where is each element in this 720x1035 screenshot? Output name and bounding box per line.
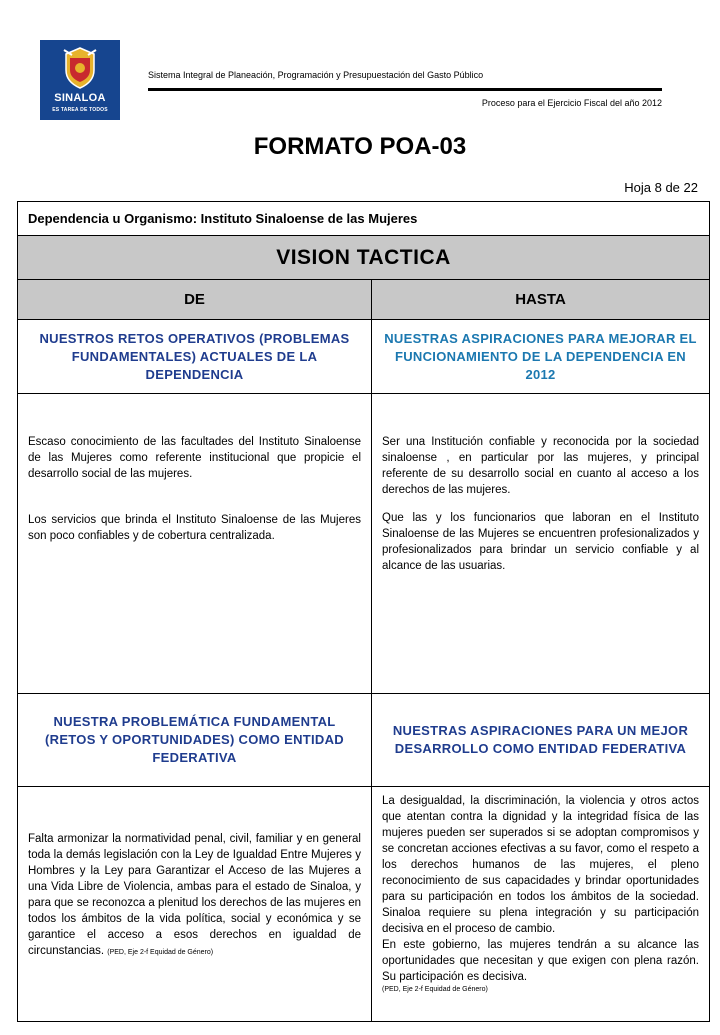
section2-right-body (372, 787, 710, 1022)
section1-left-body (18, 394, 372, 694)
sinaloa-logo (40, 40, 120, 120)
section2-left-paragraph (18, 831, 371, 961)
section1-right-paragraph-2: Que las y los funcionarios que laboran en el Instituto Sinaloense de las Mujeres se encuentren profesionalizados y profesionalizados para brindar un servicio confiable y al alcance de las usuarias. (382, 512, 699, 572)
vision-table (17, 201, 710, 1022)
system-title: Sistema Integral de Planeación, Programación y Presupuestación del Gasto Público (148, 70, 484, 80)
section2-left-text: Falta armonizar la normatividad penal, civil, familiar y en general toda la demás legislación con la Ley de Igualdad Entre Mujeres y Hombres y la Ley para Garantizar el Acceso de las Mujeres a una Vida Libre de Violencia, ambas para el estado de Sinaloa, y para que se reconozca a plenitud los derechos de las mujeres en todos los ámbitos de la vida política, social y económica y se garantice el acceso a esos derechos en igualdad de circunstancias. (28, 833, 361, 957)
section1-right-paragraph-1: Ser una Institución confiable y reconocida por la sociedad sinaloense , en particular por las mujeres, y principal referente de su desarrollo social en cuanto al acceso a los derechos de las mujeres. (382, 436, 699, 496)
section2-right-paragraph-2: En este gobierno, las mujeres tendrán a su alcance las oportunidades que necesitan y que exigen con plena razón. Su participación es decisiva. (382, 939, 699, 983)
header-divider (148, 88, 662, 91)
section2-left-reference: (PED, Eje 2-f Equidad de Género) (107, 949, 214, 956)
column-header-de: DE (18, 280, 372, 320)
logo-tagline: ES TAREA DE TODOS (52, 107, 108, 113)
column-header-hasta: HASTA (372, 280, 710, 320)
section1-left-paragraph-2: Los servicios que brinda el Instituto Sinaloense de las Mujeres son poco confiables y de cobertura centralizada. (28, 514, 361, 542)
section1-right-body (372, 394, 710, 694)
section2-left-body (18, 787, 372, 1022)
coat-of-arms-icon (62, 46, 98, 90)
section1-right-heading: NUESTRAS ASPIRACIONES PARA MEJORAR EL FUNCIONAMIENTO DE LA DEPENDENCIA EN 2012 (372, 320, 710, 394)
logo-name: SINALOA (54, 92, 106, 104)
section2-left-heading: NUESTRA PROBLEMÁTICA FUNDAMENTAL (RETOS Y OPORTUNIDADES) COMO ENTIDAD FEDERATIVA (18, 694, 372, 787)
section2-right-heading: NUESTRAS ASPIRACIONES PARA UN MEJOR DESARROLLO COMO ENTIDAD FEDERATIVA (372, 694, 710, 787)
vision-title: VISION TACTICA (18, 236, 710, 280)
section1-left-paragraph-1: Escaso conocimiento de las facultades del Instituto Sinaloense de las Mujeres como referente institucional que propicie el desarrollo social de las mujeres. (28, 436, 361, 480)
section2-right-paragraph-1: La desigualdad, la discriminación, la violencia y otros actos que atentan contra la dignidad y la integridad física de las mujeres pueden ser superados si se adoptan compromisos y se concretan acciones efectivas a su favor, como el respeto a los derechos humanos de las mujeres, el pleno reconocimiento de sus capacidades y brindar oportunidades para su participación en todos los ámbitos de la sociedad. Sinaloa requiere su plena integración y su participación decisiva en el proceso de cambio. (382, 795, 699, 935)
process-label: Proceso para el Ejercicio Fiscal del año 2012 (481, 98, 662, 108)
form-title: FORMATO POA-03 (253, 133, 467, 160)
sheet-number: Hoja 8 de 22 (624, 180, 698, 195)
dependency-cell: Dependencia u Organismo: Instituto Sinaloense de las Mujeres (18, 202, 710, 236)
section1-left-heading: NUESTROS RETOS OPERATIVOS (PROBLEMAS FUNDAMENTALES) ACTUALES DE LA DEPENDENCIA (18, 320, 372, 394)
section2-right-reference: (PED, Eje 2-f Equidad de Género) (382, 986, 488, 993)
